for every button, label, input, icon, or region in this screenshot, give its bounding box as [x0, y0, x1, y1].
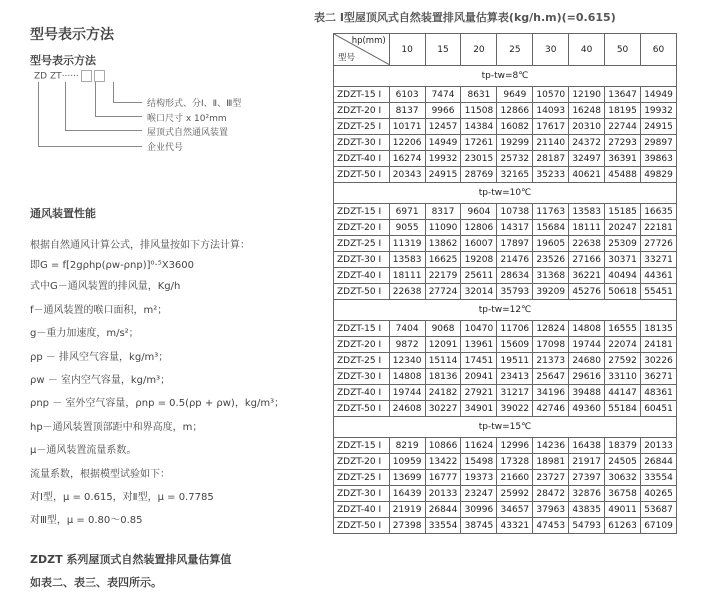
- column-header: 50: [605, 34, 641, 66]
- value-cell: 6103: [389, 87, 425, 103]
- model-cell: ZDZT-50 Ⅰ: [334, 401, 390, 417]
- value-cell: 19932: [641, 103, 677, 119]
- value-cell: 22744: [605, 119, 641, 135]
- table-row: [334, 454, 677, 470]
- value-cell: 13422: [425, 454, 461, 470]
- value-cell: 10171: [389, 119, 425, 135]
- value-cell: 11706: [497, 321, 533, 337]
- value-cell: 11319: [389, 236, 425, 252]
- model-cell: ZDZT-20 Ⅰ: [334, 103, 390, 119]
- value-cell: 45276: [569, 284, 605, 300]
- value-cell: 12206: [389, 135, 425, 151]
- table-row: [334, 518, 677, 534]
- value-cell: 25611: [461, 268, 497, 284]
- value-cell: 60451: [641, 401, 677, 417]
- exhaust-volume-table: [333, 33, 677, 534]
- column-header: 25: [497, 34, 533, 66]
- value-cell: 13583: [569, 204, 605, 220]
- value-cell: 13699: [389, 470, 425, 486]
- code-bracket-line: [95, 82, 96, 116]
- body-line: 流量系数，根据模型试验如下：: [30, 469, 170, 480]
- value-cell: 49011: [605, 502, 641, 518]
- value-cell: 17451: [461, 353, 497, 369]
- value-cell: 14317: [497, 220, 533, 236]
- value-cell: 19511: [497, 353, 533, 369]
- column-header: 10: [389, 34, 425, 66]
- value-cell: 27726: [641, 236, 677, 252]
- value-cell: 40621: [569, 167, 605, 183]
- value-cell: 30996: [461, 502, 497, 518]
- header-corner-cell: [334, 34, 390, 66]
- body-line: 对Ⅲ型，μ = 0.80～0.85: [30, 515, 143, 526]
- value-cell: 14236: [533, 438, 569, 454]
- value-cell: 33554: [641, 470, 677, 486]
- value-cell: 10470: [461, 321, 497, 337]
- temperature-difference-label: tp-tw=8℃: [334, 66, 677, 87]
- value-cell: 18379: [605, 438, 641, 454]
- model-cell: ZDZT-40 Ⅰ: [334, 151, 390, 167]
- value-cell: 32165: [497, 167, 533, 183]
- model-cell: ZDZT-50 Ⅰ: [334, 167, 390, 183]
- value-cell: 14808: [389, 369, 425, 385]
- value-cell: 19373: [461, 470, 497, 486]
- group-band-row: [334, 183, 677, 204]
- value-cell: 7474: [425, 87, 461, 103]
- hp-label: hp(mm): [351, 36, 386, 46]
- value-cell: 16274: [389, 151, 425, 167]
- table-row: [334, 268, 677, 284]
- value-cell: 22638: [389, 284, 425, 300]
- value-cell: 13647: [605, 87, 641, 103]
- value-cell: 19605: [533, 236, 569, 252]
- value-cell: 8317: [425, 204, 461, 220]
- value-cell: 27398: [389, 518, 425, 534]
- value-cell: 40265: [641, 486, 677, 502]
- value-cell: 32014: [461, 284, 497, 300]
- value-cell: 29616: [569, 369, 605, 385]
- value-cell: 37963: [533, 502, 569, 518]
- value-cell: 19744: [569, 337, 605, 353]
- value-cell: 36391: [605, 151, 641, 167]
- value-cell: 11763: [533, 204, 569, 220]
- model-notation-heading: 型号表示方法: [30, 54, 96, 67]
- table-row: [334, 502, 677, 518]
- value-cell: 12340: [389, 353, 425, 369]
- value-cell: 9649: [497, 87, 533, 103]
- value-cell: 17897: [497, 236, 533, 252]
- value-cell: 15684: [533, 220, 569, 236]
- value-cell: 61263: [605, 518, 641, 534]
- value-cell: 32497: [569, 151, 605, 167]
- code-bracket-line: [65, 130, 142, 131]
- code-bracket-line: [113, 82, 114, 102]
- value-cell: 25647: [533, 369, 569, 385]
- group-band-row: [334, 66, 677, 87]
- value-cell: 49829: [641, 167, 677, 183]
- model-cell: ZDZT-15 Ⅰ: [334, 321, 390, 337]
- value-cell: 30632: [605, 470, 641, 486]
- value-cell: 24915: [425, 167, 461, 183]
- value-cell: 27293: [605, 135, 641, 151]
- body-line: μ－通风装置流量系数。: [30, 445, 137, 456]
- value-cell: 45488: [605, 167, 641, 183]
- value-cell: 27592: [605, 353, 641, 369]
- value-cell: 24505: [605, 454, 641, 470]
- value-cell: 23247: [461, 486, 497, 502]
- value-cell: 12866: [497, 103, 533, 119]
- value-cell: 26844: [425, 502, 461, 518]
- value-cell: 20247: [605, 220, 641, 236]
- table-row: [334, 470, 677, 486]
- value-cell: 24915: [641, 119, 677, 135]
- model-cell: ZDZT-20 Ⅰ: [334, 337, 390, 353]
- value-cell: 50618: [605, 284, 641, 300]
- value-cell: 36758: [605, 486, 641, 502]
- code-box-1: [81, 70, 92, 82]
- value-cell: 21919: [389, 502, 425, 518]
- temperature-difference-label: tp-tw=12℃: [334, 300, 677, 321]
- column-header: 30: [533, 34, 569, 66]
- value-cell: 10959: [389, 454, 425, 470]
- value-cell: 14384: [461, 119, 497, 135]
- model-cell: ZDZT-40 Ⅰ: [334, 385, 390, 401]
- value-cell: 35793: [497, 284, 533, 300]
- group-band-row: [334, 300, 677, 321]
- body-line: 式中G－通风装置的排风量，Kg/h: [30, 281, 181, 292]
- model-code-prefix: ZD ZT······: [34, 71, 79, 82]
- body-line: ρp － 排风空气容量，kg/m³；: [30, 352, 169, 363]
- value-cell: 17328: [497, 454, 533, 470]
- value-cell: 33554: [425, 518, 461, 534]
- value-cell: 13961: [461, 337, 497, 353]
- value-cell: 24372: [569, 135, 605, 151]
- value-cell: 28187: [533, 151, 569, 167]
- value-cell: 25732: [497, 151, 533, 167]
- value-cell: 38745: [461, 518, 497, 534]
- value-cell: 27397: [569, 470, 605, 486]
- value-cell: 67109: [641, 518, 677, 534]
- value-cell: 39209: [533, 284, 569, 300]
- value-cell: 32876: [569, 486, 605, 502]
- value-cell: 20343: [389, 167, 425, 183]
- value-cell: 21140: [533, 135, 569, 151]
- value-cell: 20133: [425, 486, 461, 502]
- value-cell: 19744: [389, 385, 425, 401]
- value-cell: 42746: [533, 401, 569, 417]
- value-cell: 10866: [425, 438, 461, 454]
- value-cell: 23526: [533, 252, 569, 268]
- table-row: [334, 167, 677, 183]
- value-cell: 19299: [497, 135, 533, 151]
- table-row: [334, 321, 677, 337]
- table-row: [334, 135, 677, 151]
- value-cell: 48361: [641, 385, 677, 401]
- value-cell: 44147: [605, 385, 641, 401]
- value-cell: 53687: [641, 502, 677, 518]
- column-header: 15: [425, 34, 461, 66]
- value-cell: 12457: [425, 119, 461, 135]
- temperature-difference-label: tp-tw=15℃: [334, 417, 677, 438]
- value-cell: 19932: [425, 151, 461, 167]
- value-cell: 16007: [461, 236, 497, 252]
- value-cell: 29897: [641, 135, 677, 151]
- value-cell: 16082: [497, 119, 533, 135]
- value-cell: 34901: [461, 401, 497, 417]
- value-cell: 28634: [497, 268, 533, 284]
- code-explanation: 喉口尺寸 x 10²mm: [147, 114, 227, 124]
- model-cell: ZDZT-15 Ⅰ: [334, 438, 390, 454]
- value-cell: 16555: [605, 321, 641, 337]
- value-cell: 18195: [605, 103, 641, 119]
- value-cell: 16438: [569, 438, 605, 454]
- value-cell: 35233: [533, 167, 569, 183]
- model-cell: ZDZT-15 Ⅰ: [334, 87, 390, 103]
- performance-heading: 通风装置性能: [30, 207, 96, 220]
- value-cell: 33110: [605, 369, 641, 385]
- value-cell: 17098: [533, 337, 569, 353]
- model-cell: ZDZT-25 Ⅰ: [334, 236, 390, 252]
- table-row: [334, 369, 677, 385]
- value-cell: 30226: [641, 353, 677, 369]
- value-cell: 24181: [641, 337, 677, 353]
- table-row: [334, 87, 677, 103]
- value-cell: 16248: [569, 103, 605, 119]
- value-cell: 13862: [425, 236, 461, 252]
- value-cell: 28769: [461, 167, 497, 183]
- model-cell: ZDZT-40 Ⅰ: [334, 502, 390, 518]
- value-cell: 30227: [425, 401, 461, 417]
- column-header: 40: [569, 34, 605, 66]
- value-cell: 7404: [389, 321, 425, 337]
- value-cell: 18111: [389, 268, 425, 284]
- table-row: [334, 385, 677, 401]
- value-cell: 36271: [641, 369, 677, 385]
- body-line: 对Ⅰ型，μ = 0.615，对Ⅱ型，μ = 0.7785: [30, 492, 214, 503]
- value-cell: 19208: [461, 252, 497, 268]
- table-row: [334, 401, 677, 417]
- body-line: ρw － 室内空气容量，kg/m³；: [30, 375, 171, 386]
- temperature-difference-label: tp-tw=10℃: [334, 183, 677, 204]
- value-cell: 9055: [389, 220, 425, 236]
- table-row: [334, 151, 677, 167]
- value-cell: 30371: [605, 252, 641, 268]
- value-cell: 14093: [533, 103, 569, 119]
- code-bracket-line: [95, 116, 142, 117]
- value-cell: 24182: [425, 385, 461, 401]
- value-cell: 39022: [497, 401, 533, 417]
- value-cell: 21917: [569, 454, 605, 470]
- value-cell: 16625: [425, 252, 461, 268]
- value-cell: 15609: [497, 337, 533, 353]
- table-row: [334, 353, 677, 369]
- value-cell: 12806: [461, 220, 497, 236]
- value-cell: 23015: [461, 151, 497, 167]
- value-cell: 21476: [497, 252, 533, 268]
- table-row: [334, 204, 677, 220]
- value-cell: 11090: [425, 220, 461, 236]
- value-cell: 12190: [569, 87, 605, 103]
- value-cell: 22181: [641, 220, 677, 236]
- column-header: 60: [641, 34, 677, 66]
- page-title: 型号表示方法: [30, 27, 114, 43]
- value-cell: 27166: [569, 252, 605, 268]
- model-cell: ZDZT-30 Ⅰ: [334, 135, 390, 151]
- value-cell: 54793: [569, 518, 605, 534]
- table-row: [334, 486, 677, 502]
- value-cell: 12824: [533, 321, 569, 337]
- value-cell: 10738: [497, 204, 533, 220]
- value-cell: 22074: [605, 337, 641, 353]
- model-cell: ZDZT-15 Ⅰ: [334, 204, 390, 220]
- table-row: [334, 119, 677, 135]
- value-cell: 20941: [461, 369, 497, 385]
- code-explanation: 屋顶式自然通风装置: [147, 128, 229, 138]
- model-cell: ZDZT-25 Ⅰ: [334, 353, 390, 369]
- code-bracket-line: [38, 146, 142, 147]
- value-cell: 40494: [605, 268, 641, 284]
- body-line: ρnp － 室外空气容量，ρnp = 0.5(ρp + ρw)，kg/m³；: [30, 398, 285, 409]
- code-bracket-line: [65, 82, 66, 130]
- table-row: [334, 252, 677, 268]
- code-explanation: 结构形式、分Ⅰ、Ⅱ、Ⅲ型: [147, 99, 242, 109]
- value-cell: 16777: [425, 470, 461, 486]
- value-cell: 23727: [533, 470, 569, 486]
- value-cell: 15498: [461, 454, 497, 470]
- value-cell: 18135: [641, 321, 677, 337]
- value-cell: 14949: [425, 135, 461, 151]
- value-cell: 8219: [389, 438, 425, 454]
- value-cell: 18136: [425, 369, 461, 385]
- code-bracket-line: [113, 102, 142, 103]
- value-cell: 22179: [425, 268, 461, 284]
- value-cell: 9604: [461, 204, 497, 220]
- code-box-2: [94, 70, 105, 82]
- table-row: [334, 284, 677, 300]
- value-cell: 18111: [569, 220, 605, 236]
- model-cell: ZDZT-20 Ⅰ: [334, 454, 390, 470]
- model-cell: ZDZT-25 Ⅰ: [334, 119, 390, 135]
- table-row: [334, 337, 677, 353]
- value-cell: 28472: [533, 486, 569, 502]
- group-band-row: [334, 417, 677, 438]
- table-row: [334, 438, 677, 454]
- model-label: 型号: [338, 53, 356, 63]
- table-row: [334, 220, 677, 236]
- value-cell: 9966: [425, 103, 461, 119]
- formula-line: 即G = f[2gρhp(ρw-ρnp)]⁰·⁵X3600: [30, 260, 195, 271]
- value-cell: 12091: [425, 337, 461, 353]
- value-cell: 10570: [533, 87, 569, 103]
- model-cell: ZDZT-40 Ⅰ: [334, 268, 390, 284]
- value-cell: 26844: [641, 454, 677, 470]
- value-cell: 20310: [569, 119, 605, 135]
- value-cell: 11508: [461, 103, 497, 119]
- value-cell: 21373: [533, 353, 569, 369]
- value-cell: 25992: [497, 486, 533, 502]
- value-cell: 21660: [497, 470, 533, 486]
- column-header: 20: [461, 34, 497, 66]
- model-cell: ZDZT-30 Ⅰ: [334, 369, 390, 385]
- model-code: [34, 70, 105, 82]
- code-explanation: 企业代号: [147, 143, 184, 153]
- value-cell: 55184: [605, 401, 641, 417]
- value-cell: 55451: [641, 284, 677, 300]
- value-cell: 24608: [389, 401, 425, 417]
- value-cell: 12996: [497, 438, 533, 454]
- value-cell: 16439: [389, 486, 425, 502]
- model-cell: ZDZT-50 Ⅰ: [334, 284, 390, 300]
- value-cell: 31217: [497, 385, 533, 401]
- value-cell: 8137: [389, 103, 425, 119]
- value-cell: 43321: [497, 518, 533, 534]
- value-cell: 44361: [641, 268, 677, 284]
- table-caption: 表二 Ⅰ型屋顶风式自然装置排风量估算表(kg/h.m)(=0.615): [314, 11, 616, 24]
- value-cell: 43835: [569, 502, 605, 518]
- code-bracket-line: [38, 82, 39, 146]
- value-cell: 31368: [533, 268, 569, 284]
- model-cell: ZDZT-50 Ⅰ: [334, 518, 390, 534]
- value-cell: 25309: [605, 236, 641, 252]
- table-header-row: [334, 34, 677, 66]
- value-cell: 11624: [461, 438, 497, 454]
- value-cell: 20133: [641, 438, 677, 454]
- value-cell: 16635: [641, 204, 677, 220]
- value-cell: 17617: [533, 119, 569, 135]
- body-line: f－通风装置的喉口面积，m²；: [30, 305, 168, 316]
- value-cell: 33271: [641, 252, 677, 268]
- value-cell: 17261: [461, 135, 497, 151]
- model-cell: ZDZT-30 Ⅰ: [334, 486, 390, 502]
- value-cell: 34196: [533, 385, 569, 401]
- body-line: hp－通风装置顶部距中和界高度，m；: [30, 422, 203, 433]
- estimate-note: 如表二、表三、表四所示。: [30, 576, 162, 589]
- estimate-heading: ZDZT 系列屋顶式自然装置排风量估算值: [30, 553, 232, 566]
- value-cell: 24680: [569, 353, 605, 369]
- value-cell: 6971: [389, 204, 425, 220]
- table-row: [334, 236, 677, 252]
- value-cell: 18981: [533, 454, 569, 470]
- value-cell: 9872: [389, 337, 425, 353]
- value-cell: 15114: [425, 353, 461, 369]
- value-cell: 15185: [605, 204, 641, 220]
- body-line: 根据自然通风计算公式，排风量按如下方法计算：: [30, 240, 250, 251]
- table-row: [334, 103, 677, 119]
- value-cell: 39863: [641, 151, 677, 167]
- value-cell: 14949: [641, 87, 677, 103]
- model-cell: ZDZT-20 Ⅰ: [334, 220, 390, 236]
- body-line: g－重力加速度，m/s²；: [30, 328, 139, 339]
- value-cell: 34657: [497, 502, 533, 518]
- value-cell: 9068: [425, 321, 461, 337]
- model-cell: ZDZT-25 Ⅰ: [334, 470, 390, 486]
- value-cell: 39488: [569, 385, 605, 401]
- value-cell: 27921: [461, 385, 497, 401]
- value-cell: 22638: [569, 236, 605, 252]
- value-cell: 27724: [425, 284, 461, 300]
- value-cell: 13583: [389, 252, 425, 268]
- value-cell: 14808: [569, 321, 605, 337]
- value-cell: 23413: [497, 369, 533, 385]
- value-cell: 47453: [533, 518, 569, 534]
- model-cell: ZDZT-30 Ⅰ: [334, 252, 390, 268]
- value-cell: 49360: [569, 401, 605, 417]
- value-cell: 36221: [569, 268, 605, 284]
- value-cell: 8631: [461, 87, 497, 103]
